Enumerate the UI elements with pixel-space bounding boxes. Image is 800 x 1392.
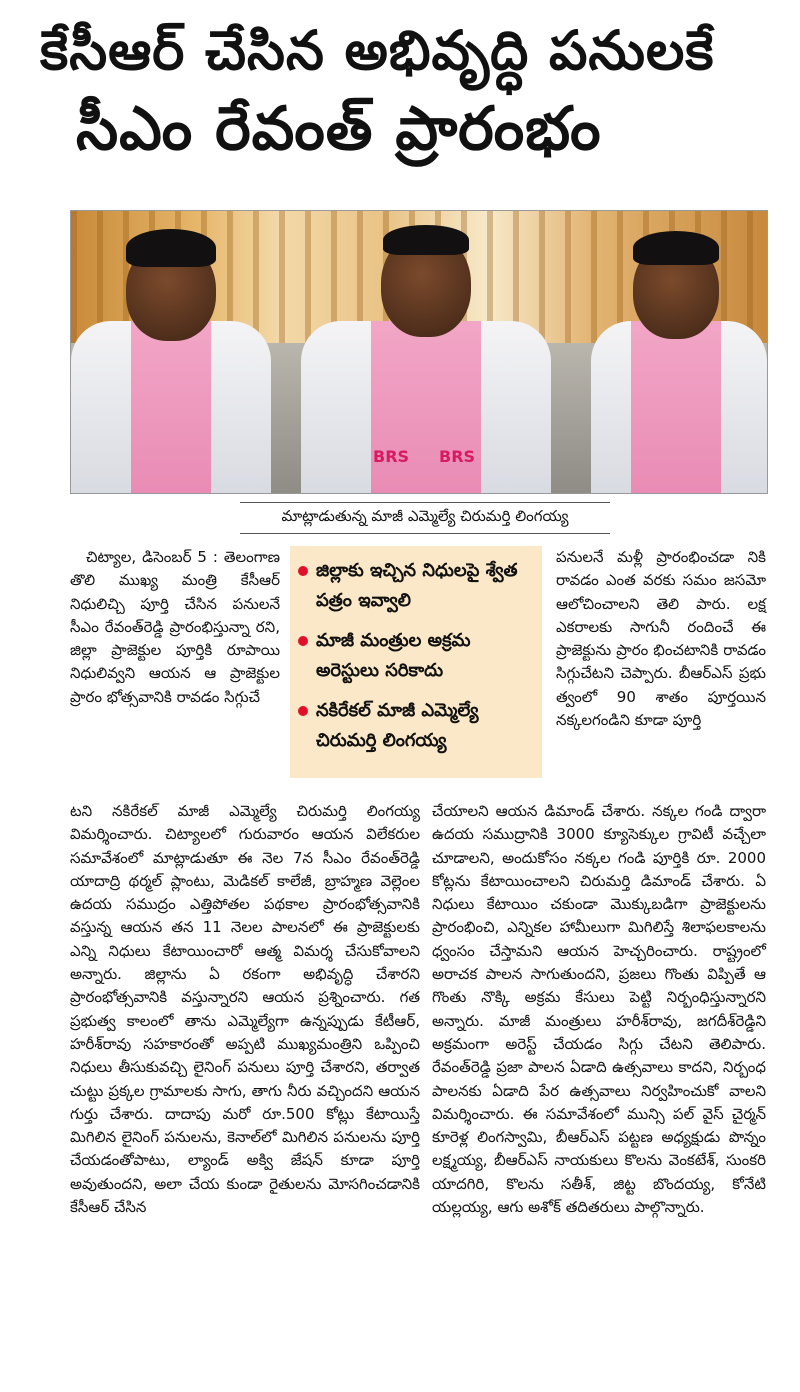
article-paragraph: పనులనే మళ్లీ ప్రారంభించడా నికి రావడం ఎంత వరకు సమం జసమో ఆలోచించాలని తెలి పారు. లక్ష ఎకరాలకు సాగునీ రందించే ఈ ప్రాజెక్టును ప్రారం భించటానికి రావడం సిగ్గుచేటని చెప్పారు. బీఆర్ఎస్ ప్రభు త్వంలో 90 శాతం పూర్తయిన నక్కలగండిని కూడా పూర్తి xyxy=(556,548,766,730)
headline xyxy=(40,14,770,170)
bullet-icon xyxy=(298,706,308,716)
news-photo xyxy=(70,210,768,494)
pink-scarf xyxy=(631,321,721,493)
article-column-2 xyxy=(432,800,766,1219)
hair xyxy=(633,231,719,265)
person-center xyxy=(301,211,551,493)
article-paragraph: చేయాలని ఆయన డిమాండ్ చేశారు. నక్కల గండి ద్వారా ఉదయ సముద్రానికి 3000 క్యూసెక్కుల గ్రావిటీ వచ్చేలా చూడాలని, అందుకోసం నక్కల గండి పూర్తికి రూ. 2000 కోట్లను కేటాయించాలని చిరుమర్తి డిమాండ్ చేశారు. ఏ నిధులు కేటాయిం చకుండా మొక్కుబడిగా ప్రాజెక్టులను ప్రారంభించి, ఎన్నికల హామీలుగా మిగిలిస్తే శిలాఫలకాలను ధ్వంసం చేస్తామని ఆయన హెచ్చరించారు. రాష్ట్రంలో అరాచక పాలన సాగుతుందని, ప్రజలు గొంతు విప్పితే ఆ గొంతు నొక్కి అక్రమ కేసులు పెట్టి నిర్బంధిస్తున్నారని అన్నారు. మాజీ మంత్రులు హరీశ్‌రావు, జగదీశ్‌రెడ్డిని అక్రమంగా అరెస్ట్ చేయడం సిగ్గు చేటని తెలిపారు. రేవంత్‌రెడ్డి ప్రజా పాలన ఏడాది ఉత్సవాలు కాదని, నిర్బంధ పాలనకు ఏడాది పేర ఉత్సవాలు నిర్వహించుకో వాలని విమర్శించారు. ఈ సమావేశంలో మున్సి పల్ వైస్ చైర్మన్ కూరెళ్ల లింగస్వామి, బీఆర్ఎస్ పట్టణ అధ్యక్షుడు పొన్నం లక్ష్మయ్య, బీఆర్ఎస్ నాయకులు కొలను వెంకటేశ్, సుంకరి యాదగిరి, కొలను సతీశ్, జిట్ట బొందయ్య, కోనేటి యల్లయ్య, ఆగు అశోక్ తదితరులు పాల్గొన్నారు. xyxy=(432,802,766,1217)
photo-caption: మాట్లాడుతున్న మాజీ ఎమ్మెల్యే చిరుమర్తి లింగయ్య xyxy=(240,502,610,534)
hair xyxy=(126,229,216,267)
headline-line-2: సీఎం రేవంత్ ప్రారంభం xyxy=(76,94,602,164)
highlights-box xyxy=(290,546,542,778)
article-column-1-bottom xyxy=(70,800,420,1219)
highlight-text: జిల్లాకు ఇచ్చిన నిధులపై శ్వేత పత్రం ఇవ్వాలి xyxy=(316,560,518,611)
pink-scarf xyxy=(131,321,211,493)
person-left xyxy=(71,211,271,493)
article-paragraph: టని నకిరేకల్ మాజీ ఎమ్మెల్యే చిరుమర్తి లింగయ్య విమర్శించారు. చిట్యాలలో గురువారం ఆయన విలేకరుల సమావేశంలో మాట్లాడుతూ ఈ నెల 7న సీఎం రేవంత్‌రెడ్డి యాదాద్రి థర్మల్ ప్లాంటు, మెడికల్ కాలేజీ, బ్రాహ్మణ వెల్లెంల ఉదయ సముద్రం ఎత్తిపోతల పథకాల ప్రారంభోత్సవానికి వస్తున్న ఆయన తన 11 నెలల పాలనలో ఈ ప్రాజెక్టులకు ఎన్ని నిధులు కేటాయించారో ఆత్మ విమర్శ చేసుకోవాలని అన్నారు. జిల్లాను ఏ రకంగా అభివృద్ధి చేశారని ప్రారంభోత్సవానికి వస్తున్నారని ఆయన ప్రశ్నించారు. గత ప్రభుత్వ కాలంలో తాను ఎమ్మెల్యేగా ఉన్నప్పుడు కేటీఆర్, హరీశ్‌రావు సహకారంతో అప్పటి ముఖ్యమంత్రిని ఒప్పించి నిధులు తీసుకువచ్చి లైనింగ్ పనులు పూర్తి చేశారని, తర్వాత చుట్టు ప్రక్కల గ్రామాలకు సాగు, తాగు నీరు వచ్చిందని ఆయన గుర్తు చేశారు. దాదాపు మరో రూ.500 కోట్లు కేటాయిస్తే మిగిలిన లైనింగ్ పనులను, కెనాల్‌లో మిగిలిన పనులను పూర్తి చేయడంతోపాటు, ల్యాండ్ అక్వి జేషన్ కూడా పూర్తి అవుతుందని, అలా చేయ కుండా రైతులను మోసగించడానికి కేసీఆర్ చేసిన xyxy=(70,802,420,1217)
pink-scarf xyxy=(371,321,481,493)
article-column-3-top xyxy=(556,546,766,732)
highlight-item xyxy=(298,626,534,686)
hair xyxy=(383,225,469,255)
bullet-icon xyxy=(298,636,308,646)
highlight-text: మాజీ మంత్రుల అక్రమ అరెస్టులు సరికాదు xyxy=(316,630,471,681)
highlight-item xyxy=(298,696,534,756)
bullet-icon xyxy=(298,566,308,576)
person-right xyxy=(591,211,767,493)
highlight-text: నకిరేకల్ మాజీ ఎమ్మెల్యే చిరుమర్తి లింగయ్య xyxy=(316,700,479,751)
article-column-1-top xyxy=(70,546,280,709)
headline-line-1: కేసీఆర్ చేసిన అభివృద్ధి పనులకే xyxy=(40,19,715,82)
highlight-item xyxy=(298,556,534,616)
brs-badge: BRS xyxy=(373,447,410,466)
brs-badge: BRS xyxy=(439,447,476,466)
article-paragraph: చిట్యాల, డిసెంబర్ 5 : తెలంగాణ తొలి ముఖ్య మంత్రి కేసీఆర్ నిధులిచ్చి పూర్తి చేసిన పనులనే సీఎం రేవంత్‌రెడ్డి ప్రారంభిస్తున్నా రని, జిల్లా ప్రాజెక్టుల పూర్తికి రూపాయి నిధులివ్వని ఆయన ఆ ప్రాజెక్టుల ప్రారం భోత్సవానికి రావడం సిగ్గుచే xyxy=(70,548,280,706)
